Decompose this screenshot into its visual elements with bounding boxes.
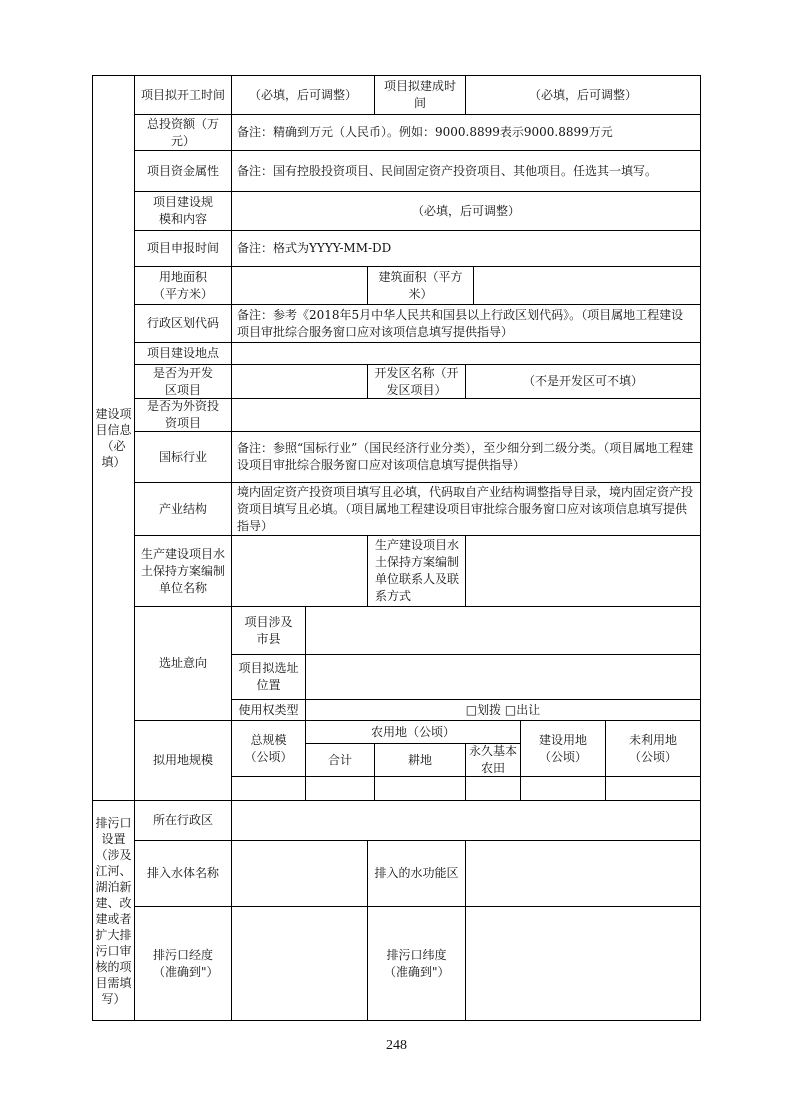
section-label-project-info-text: 建设项目信息（必填） [95, 407, 132, 469]
unused-land-header: 未利用地（公顷） [628, 732, 677, 764]
construction-land-header: 建设用地（公顷） [538, 732, 587, 764]
agri-land-header: 农用地（公顷） [370, 724, 455, 739]
agri-sum-header: 合计 [327, 752, 352, 767]
water-body-label: 排入水体名称 [146, 866, 219, 880]
location-field[interactable] [232, 343, 700, 364]
construction-land-field[interactable] [521, 777, 605, 800]
section-label-project-info [93, 76, 134, 800]
agri-sum-field[interactable] [306, 777, 374, 800]
structure-field[interactable]: 境内固定资产投资项目填写且必填，代码取自产业结构调整指导目录，境内固定资产投资项目填写且必填。（项目属地工程建设项目审批综合服务窗口应对该项信息填写提供指导） [237, 484, 694, 533]
water-body-field[interactable] [232, 841, 367, 906]
start-time-field[interactable]: （必填，后可调整） [248, 87, 357, 102]
investment-field[interactable]: 备注：精确到万元（人民币）。例如：9000.8899表示9000.8899万元 [237, 125, 613, 139]
end-time-label: 项目拟建成时间 [383, 79, 456, 110]
soil-contact-label: 生产建设项目水土保持方案编制单位联系人及联系方式 [375, 538, 460, 603]
land-area-label: 用地面积（平方米） [152, 269, 213, 301]
industry-field[interactable]: 备注：参照“国标行业”（国民经济行业分类），至少细分到二级分类。（项目属地工程建设项目审批综合服务窗口应对该项信息填写提供指导） [237, 441, 694, 472]
section-label-outfall-text: 排污口设置（涉及江河、湖泊新建、改建或者扩大排污口审核的项目需填写） [95, 815, 132, 1006]
outfall-region-label: 所在行政区 [152, 813, 213, 827]
basic-farmland-header: 永久基本农田 [468, 744, 517, 775]
fund-type-label: 项目资金属性 [146, 163, 219, 178]
rights-type-options[interactable]: □划拨 □出让 [465, 702, 541, 717]
apply-time-label: 项目申报时间 [146, 241, 219, 255]
apply-time-field[interactable]: 备注：格式为YYYY-MM-DD [237, 241, 392, 255]
water-function-field[interactable] [466, 841, 700, 906]
outfall-latitude-label: 排污口纬度（准确到"） [384, 947, 450, 979]
outfall-longitude-field[interactable] [232, 907, 367, 1020]
dev-zone-field[interactable] [232, 365, 367, 398]
structure-label: 产业结构 [158, 501, 207, 516]
end-time-field[interactable]: （必填，后可调整） [528, 87, 637, 102]
soil-org-label: 生产建设项目水土保持方案编制单位名称 [140, 546, 225, 595]
building-area-field[interactable] [474, 267, 700, 304]
water-function-label: 排入的水功能区 [374, 866, 459, 880]
cultivated-field[interactable] [375, 777, 465, 800]
dev-zone-name-field[interactable]: （不是开发区可不填） [522, 374, 643, 388]
investment-label: 总投资额（万元） [146, 116, 219, 148]
page-number: 248 [386, 1038, 407, 1053]
site-position-label: 项目拟选址位置 [238, 661, 299, 692]
soil-contact-field[interactable] [466, 536, 700, 606]
outfall-latitude-field[interactable] [466, 907, 700, 1020]
foreign-label: 是否为外资投资项目 [146, 399, 219, 430]
table-border-bottom [92, 1020, 701, 1021]
start-time-label: 项目拟开工时间 [140, 87, 225, 102]
land-scale-label: 拟用地规模 [152, 753, 213, 767]
unused-land-field[interactable] [606, 777, 700, 800]
soil-org-field[interactable] [232, 536, 367, 606]
total-scale-field[interactable] [232, 777, 305, 800]
cultivated-header: 耕地 [407, 752, 432, 767]
site-county-label: 项目涉及市县 [244, 614, 293, 646]
section-label-outfall [93, 801, 134, 1020]
region-code-field[interactable]: 备注：参考《2018年5月中华人民共和国县以上行政区划代码》。（项目属地工程建设项目审批综合服务窗口应对该项信息填写提供指导） [237, 307, 684, 339]
dev-zone-name-label: 开发区名称（开发区项目） [374, 365, 459, 397]
site-position-field[interactable] [306, 655, 700, 699]
industry-label: 国标行业 [158, 449, 207, 464]
location-label: 项目建设地点 [146, 346, 219, 360]
land-area-field[interactable] [232, 267, 367, 304]
site-label: 选址意向 [158, 656, 207, 670]
outfall-region-field[interactable] [232, 801, 700, 840]
building-area-label: 建筑面积（平方米） [378, 269, 463, 301]
scale-label: 项目建设规模和内容 [152, 195, 213, 226]
dev-zone-label: 是否为开发区项目 [152, 365, 213, 397]
outfall-longitude-label: 排污口经度（准确到"） [153, 947, 219, 979]
total-scale-header: 总规模（公顷） [244, 732, 293, 764]
foreign-field[interactable] [232, 399, 700, 431]
basic-farmland-field[interactable] [466, 777, 520, 800]
region-code-label: 行政区划代码 [146, 316, 219, 330]
table-border-right [700, 75, 701, 1021]
scale-field[interactable]: （必填，后可调整） [411, 203, 520, 218]
rights-type-label: 使用权类型 [238, 702, 299, 717]
fund-type-field[interactable]: 备注：国有控股投资项目、民间固定资产投资项目、其他项目。任选其一填写。 [237, 163, 658, 178]
site-county-field[interactable] [306, 607, 700, 654]
